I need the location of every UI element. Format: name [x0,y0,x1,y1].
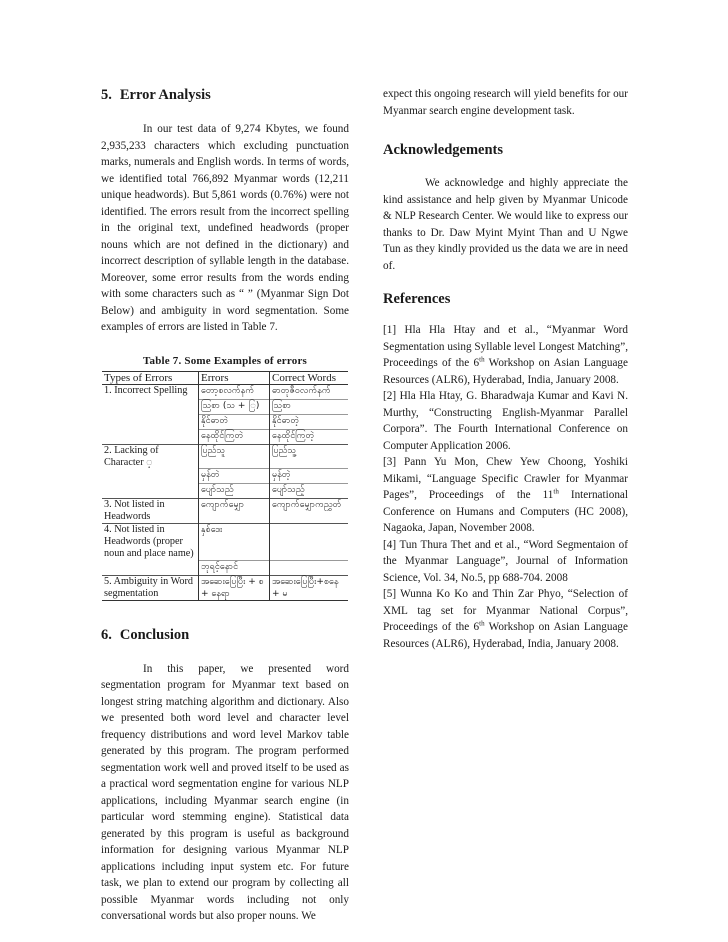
table-row [102,560,348,575]
correct-word-cell [270,560,349,575]
correct-word-cell: နေထိုင်ကြတဲ့ [270,429,349,444]
reference-item [383,388,628,454]
correct-word-cell: နိုင်ဓာတဲ့ [270,414,349,429]
error-type-cell [102,399,199,414]
correct-word-cell: ပျော်သည့် [270,484,349,499]
table-header-cell: Types of Errors [102,371,199,384]
left-column [101,86,349,925]
table-header-row [102,371,348,384]
reference-item [383,454,628,537]
acknowledgements-paragraph: We acknowledge and highly appreciate the kind assistance and help given by Myanmar Unicode & NLP Research Center. We would like to express our thanks to Dr. Daw Myint Myint Than and U Ngwe Tun as they kindly provided us the data we are in need of. [383,177,628,272]
error-analysis-paragraph: In our test data of 9,274 Kbytes, we found 2,935,233 characters which excluding punctuation marks, numerals and English words. In terms of words, we identified total 766,892 Myanmar words (12,211 unique headwords). But 5,861 words (0.76%) were not identified. The errors result from the incorrect spelling in the original text, undefined headwords (proper nouns which are not defined in the dictionary) and incorrect description of syllable length in the database. Moreover, some error results from the words ending with some characters such as “ ” (Myanmar Sign Dot Below) and ambiguity in word segmentation. Some examples of errors are listed in Table 7. [101,123,349,333]
error-cell: တော့စလက်နက် [199,384,270,399]
error-type-cell [102,484,199,499]
section-number: 5. [101,87,112,103]
right-column [383,86,628,652]
reference-text: [5] Wunna Ko Ko and Thin Zar Phyo, “Selection of XML tag set for Myanmar National Corpus”, Proceedings of the 6 [383,588,628,633]
error-analysis-heading [101,86,349,104]
references-list [383,322,628,652]
continuation-paragraph: expect this ongoing research will yield benefits for our Myanmar search engine development task. [383,88,628,117]
table-row [102,384,348,399]
table-row [102,469,348,484]
section-title: Error Analysis [119,87,211,103]
error-type-cell: 4. Not listed in Headwords (proper noun and place name) [102,524,199,561]
table-body [102,384,348,600]
table-row [102,499,348,524]
table-row [102,484,348,499]
correct-word-cell: ပြည်သူ့ [270,444,349,469]
conclusion-paragraph: In this paper, we presented word segmentation program for Myanmar text based on longest string matching algorithm and dictionary. Also we presented both word level and character level frequency distributions and word level Markov table generated by this program. The program performed segmentation work well and proved itself to be used as a practical word segmentation engine for various NLP applications, including Myanmar search engine (in particular word stemming engine). Statistical data generated by this program is useful as background information for designing various Myanmar NLP applications including input system etc. For future task, we plan to extend our program by collecting all possible Myanmar words including not only conversational words but also proper nouns. We [101,662,349,922]
correct-word-cell: အဆေးပြေပြီး+စနေ + မ [270,575,349,600]
reference-item [383,586,628,652]
error-type-cell [102,469,199,484]
acknowledgements-heading: Acknowledgements [383,142,504,158]
error-cell: ပျော်သည် [199,484,270,499]
error-cell: နိုင်ဓာတဲ [199,414,270,429]
error-cell: နှစ်ဒေး [199,524,270,561]
reference-superscript: th [553,487,559,496]
table-row [102,524,348,561]
error-cell: သြစာ (သ + ြ) [199,399,270,414]
references-heading: References [383,291,451,307]
error-cell: မှန်တဲ [199,469,270,484]
reference-item [383,322,628,388]
reference-superscript: th [479,355,485,364]
table-header-cell: Correct Words [270,371,349,384]
reference-text: [1] Hla Hla Htay and et al., “Myanmar Word Segmentation using Syllable level Longest Matching”, Proceedings of the 6 [383,324,628,369]
error-cell: အဆေးပြေပြီး + စ + နေရာ [199,575,270,600]
error-type-cell [102,414,199,429]
table-row [102,429,348,444]
error-cell: ကျောက်မျှော [199,499,270,524]
correct-word-cell: ဓာတုဇီဝလက်နက် [270,384,349,399]
section-title: Conclusion [119,626,190,643]
table-row [102,414,348,429]
table-caption: Table 7. Some Examples of errors [142,354,308,367]
error-cell: နေထိုင်ကြတဲ [199,429,270,444]
reference-superscript: th [479,619,485,628]
correct-word-cell: ကျောက်မျှောကညွှတ် [270,499,349,524]
error-cell: ဘုရင့်နောင် [199,560,270,575]
error-type-cell [102,560,199,575]
table-header-cell: Errors [199,371,270,384]
reference-text-continued: International Conference on Humans and Computers (HC 2008), Nagaoka, Japan, November 2008. [383,489,628,534]
conclusion-heading [101,626,349,644]
error-type-cell [102,429,199,444]
error-type-cell: 2. Lacking of Character ့ [102,444,199,469]
correct-word-cell: မှန်တဲ့ [270,469,349,484]
reference-text: [2] Hla Hla Htay, G. Bharadwaja Kumar and Kavi N. Murthy, “Constructing English-Myanmar Parallel Corpora”. The Fourth International Conference on Computer Application 2006. [383,390,628,452]
error-type-cell: 1. Incorrect Spelling [104,384,188,396]
reference-text-continued: Workshop on Asian Language Resources (ALR6), Hyderabad, India, January 2008. [383,621,628,650]
reference-item [383,537,628,587]
reference-text-continued: Workshop on Asian Language Resources (ALR6), Hyderabad, India, January 2008. [383,357,628,386]
error-cell: ပြည်သူ [199,444,270,469]
error-type-cell: 3. Not listed in Headwords [102,499,199,524]
table-row [102,399,348,414]
reference-text: [4] Tun Thura Thet and et al., “Word Segmentaion of the Myanmar Language”, Journal of Information Science, Vol. 34, No.5, pp 688-704. 2008 [383,538,628,584]
table-row [102,444,348,469]
correct-word-cell: သြစာ [270,399,349,414]
error-type-cell: 5. Ambiguity in Word segmentation [102,575,199,600]
reference-text: [3] Pann Yu Mon, Chew Yew Choong, Yoshiki Mikami, “Language Specific Crawler for Myanmar Pages”, Proceedings of the 11 [383,456,628,501]
table-row [102,575,348,600]
section-number: 6. [101,626,112,643]
correct-word-cell [270,524,349,561]
errors-table [102,371,348,601]
